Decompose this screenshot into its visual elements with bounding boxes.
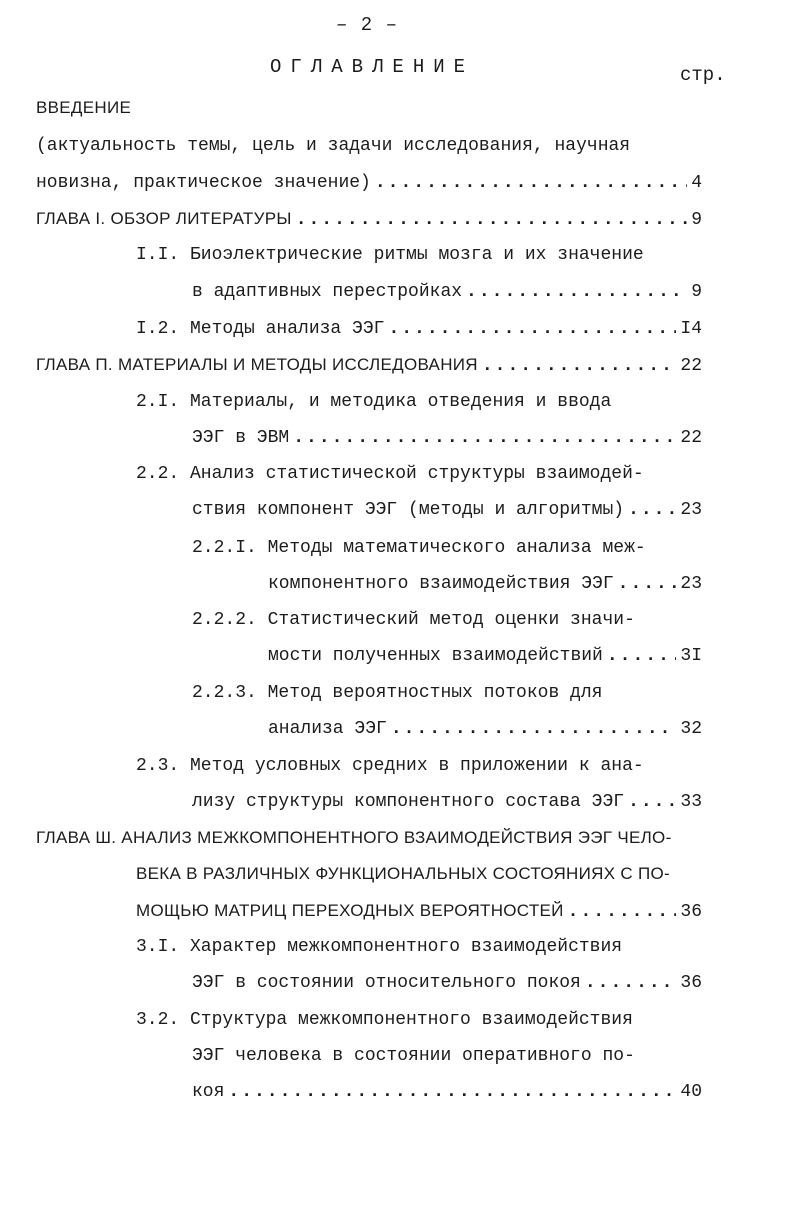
toc-entry-chapter-3	[136, 900, 702, 923]
toc-entry-3-2-line1: 3.2. Структура межкомпонентного взаимодействия	[136, 1010, 633, 1030]
toc-entry-text: ГЛАВА П. МАТЕРИАЛЫ И МЕТОДЫ ИССЛЕДОВАНИЯ	[36, 355, 478, 374]
leader-dots	[585, 972, 677, 994]
toc-intro-line1: (актуальность темы, цель и задачи исследования, научная	[36, 136, 631, 156]
toc-page-ref: 22	[680, 356, 702, 376]
toc-entry-1-1-line1: I.I. Биоэлектрические ритмы мозга и их значение	[136, 245, 644, 265]
toc-entry-chapter-3-line2: ВЕКА В РАЗЛИЧНЫХ ФУНКЦИОНАЛЬНЫХ СОСТОЯНИЯХ С ПО-	[136, 864, 670, 883]
toc-entry-text: в адаптивных перестройках	[192, 282, 463, 302]
toc-entry-text: лизу структуры компонентного состава ЭЭГ	[192, 792, 625, 812]
toc-page-ref: 9	[691, 210, 702, 230]
toc-entry-2-2-3	[268, 718, 702, 740]
toc-page-ref: 9	[691, 282, 702, 302]
toc-entry-text: ГЛАВА I. ОБЗОР ЛИТЕРАТУРЫ	[36, 209, 292, 228]
toc-entry-2-1-line1: 2.I. Материалы, и методика отведения и ввода	[136, 392, 612, 412]
leader-dots	[618, 573, 677, 595]
leader-dots	[391, 718, 677, 740]
toc-entry-2-2-line1: 2.2. Анализ статистической структуры взаимодей-	[136, 464, 644, 484]
toc-entry-1-1	[192, 281, 702, 303]
toc-page-ref: 40	[680, 1082, 702, 1102]
toc-entry-2-2-1	[268, 573, 702, 595]
leader-dots	[228, 1081, 676, 1103]
toc-entry-2-2-1-line1: 2.2.I. Методы математического анализа меж-	[192, 538, 646, 558]
toc-page-ref: 23	[680, 500, 702, 520]
toc-entry-3-2	[192, 1081, 702, 1103]
toc-entry-3-1	[192, 972, 702, 994]
toc-page-ref: 36	[680, 973, 702, 993]
toc-entry-text: компонентного взаимодействия ЭЭГ	[268, 574, 614, 594]
toc-title: ОГЛАВЛЕНИЕ	[270, 56, 475, 78]
toc-entry-text: анализа ЭЭГ	[268, 719, 387, 739]
toc-entry-2-3-line1: 2.3. Метод условных средних в приложении к ана-	[136, 756, 644, 776]
toc-page-ref: 4	[691, 173, 702, 193]
leader-dots	[568, 901, 677, 923]
toc-entry-2-2	[192, 499, 702, 521]
toc-entry-1-2	[136, 318, 702, 340]
toc-page-ref: 22	[680, 428, 702, 448]
toc-entry-3-1-line1: 3.I. Характер межкомпонентного взаимодействия	[136, 937, 623, 957]
toc-entry-chapter-2	[36, 354, 702, 377]
toc-entry-2-3	[192, 791, 702, 813]
toc-entry-2-2-3-line1: 2.2.3. Метод вероятностных потоков для	[192, 683, 603, 703]
leader-dots	[482, 355, 677, 377]
leader-dots	[388, 318, 676, 340]
toc-entry-text: ЭЭГ в ЭВМ	[192, 428, 290, 448]
leader-dots	[628, 499, 676, 521]
toc-entry-text: ствия компонент ЭЭГ (методы и алгоритмы)	[192, 500, 625, 520]
toc-entry-text: мости полученных взаимодействий	[268, 646, 603, 666]
toc-entry-text: коя	[192, 1082, 225, 1102]
toc-entry-3-2-line2: ЭЭГ человека в состоянии оперативного по-	[192, 1046, 635, 1066]
toc-entry-2-2-2-line1: 2.2.2. Статистический метод оценки значи-	[192, 610, 635, 630]
toc-intro-heading: ВВЕДЕНИЕ	[36, 98, 132, 117]
toc-entry-text: I.2. Методы анализа ЭЭГ	[136, 319, 385, 339]
toc-entry-text: МОЩЬЮ МАТРИЦ ПЕРЕХОДНЫХ ВЕРОЯТНОСТЕЙ	[136, 901, 564, 920]
toc-page-ref: 3I	[680, 646, 702, 666]
toc-entry-text: ЭЭГ в состоянии относительного покоя	[192, 973, 581, 993]
leader-dots	[296, 209, 688, 231]
page-number: – 2 –	[336, 14, 399, 36]
toc-entry-chapter-3-line1: ГЛАВА Ш. АНАЛИЗ МЕЖКОМПОНЕНТНОГО ВЗАИМОДЕЙСТВИЯ ЭЭГ ЧЕЛО-	[36, 828, 672, 847]
toc-entry-intro	[36, 172, 702, 194]
leader-dots	[466, 281, 687, 303]
toc-page-ref: 33	[680, 792, 702, 812]
toc-entry-text: новизна, практическое значение)	[36, 173, 371, 193]
page-column-label: стр.	[680, 64, 726, 86]
toc-page-ref: I4	[680, 319, 702, 339]
leader-dots	[293, 427, 676, 449]
leader-dots	[375, 172, 687, 194]
toc-page-ref: 23	[680, 574, 702, 594]
leader-dots	[628, 791, 676, 813]
toc-entry-2-1	[192, 427, 702, 449]
leader-dots	[607, 645, 677, 667]
toc-entry-2-2-2	[268, 645, 702, 667]
toc-page-ref: 36	[680, 902, 702, 922]
toc-entry-chapter-1	[36, 208, 702, 231]
toc-page-ref: 32	[680, 719, 702, 739]
